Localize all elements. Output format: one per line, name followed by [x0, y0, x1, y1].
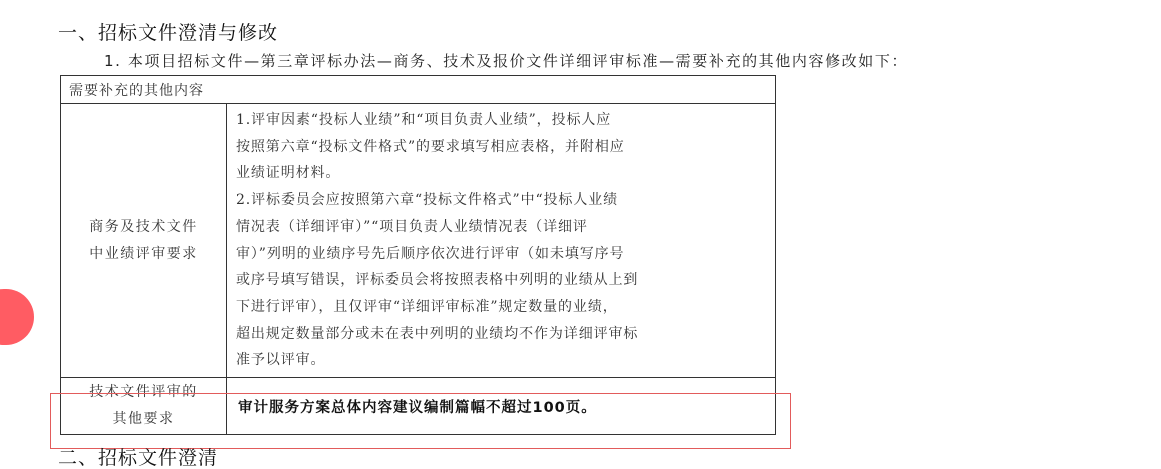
content-line: 准予以评审。 [236, 352, 326, 369]
row-content-technical: 审计服务方案总体内容建议编制篇幅不超过100页。 [227, 378, 776, 435]
row-content-performance [227, 104, 776, 378]
content-line: 审）”列明的业绩序号先后顺序依次进行评审（如未填写序号 [236, 245, 625, 262]
table-row [61, 104, 776, 378]
row-label-line: 技术文件评审的 [89, 384, 198, 401]
section-heading: 一、招标文件澄清与修改 [58, 22, 279, 44]
content-line: 1.评审因素“投标人业绩”和“项目负责人业绩”，投标人应 [236, 112, 612, 128]
content-line: 业绩证明材料。 [236, 165, 341, 182]
next-section-heading: 二、招标文件澄清 [58, 447, 219, 469]
row-label-line: 中业绩评审要求 [89, 245, 198, 262]
table-header-row [61, 76, 776, 104]
content-line: 情况表（详细评审）”“项目负责人业绩情况表（详细评 [236, 218, 588, 235]
requirements-table [60, 75, 776, 435]
content-line: 或序号填写错误，评标委员会将按照表格中列明的业绩从上到 [236, 272, 639, 289]
side-floating-tab[interactable] [0, 289, 34, 345]
content-line: 2.评标委员会应按照第六章“投标文件格式”中“投标人业绩 [236, 192, 619, 209]
content-line: 超出规定数量部分或未在表中列明的业绩均不作为详细评审标 [236, 325, 639, 342]
table-header-cell: 需要补充的其他内容 [61, 76, 776, 104]
intro-paragraph: 1. 本项目招标文件—第三章评标办法—商务、技术及报价文件详细评审标准—需要补充的其他内容修改如下： [104, 52, 909, 70]
table-row [61, 378, 776, 435]
row-label-line: 其他要求 [112, 411, 175, 428]
row-label-technical [61, 378, 227, 435]
row-label-line: 商务及技术文件 [89, 218, 198, 235]
row-label-performance [61, 104, 227, 378]
content-line: 按照第六章“投标文件格式”的要求填写相应表格，并附相应 [236, 138, 625, 155]
content-line: 下进行评审），且仅评审“详细评审标准”规定数量的业绩， [236, 298, 618, 315]
